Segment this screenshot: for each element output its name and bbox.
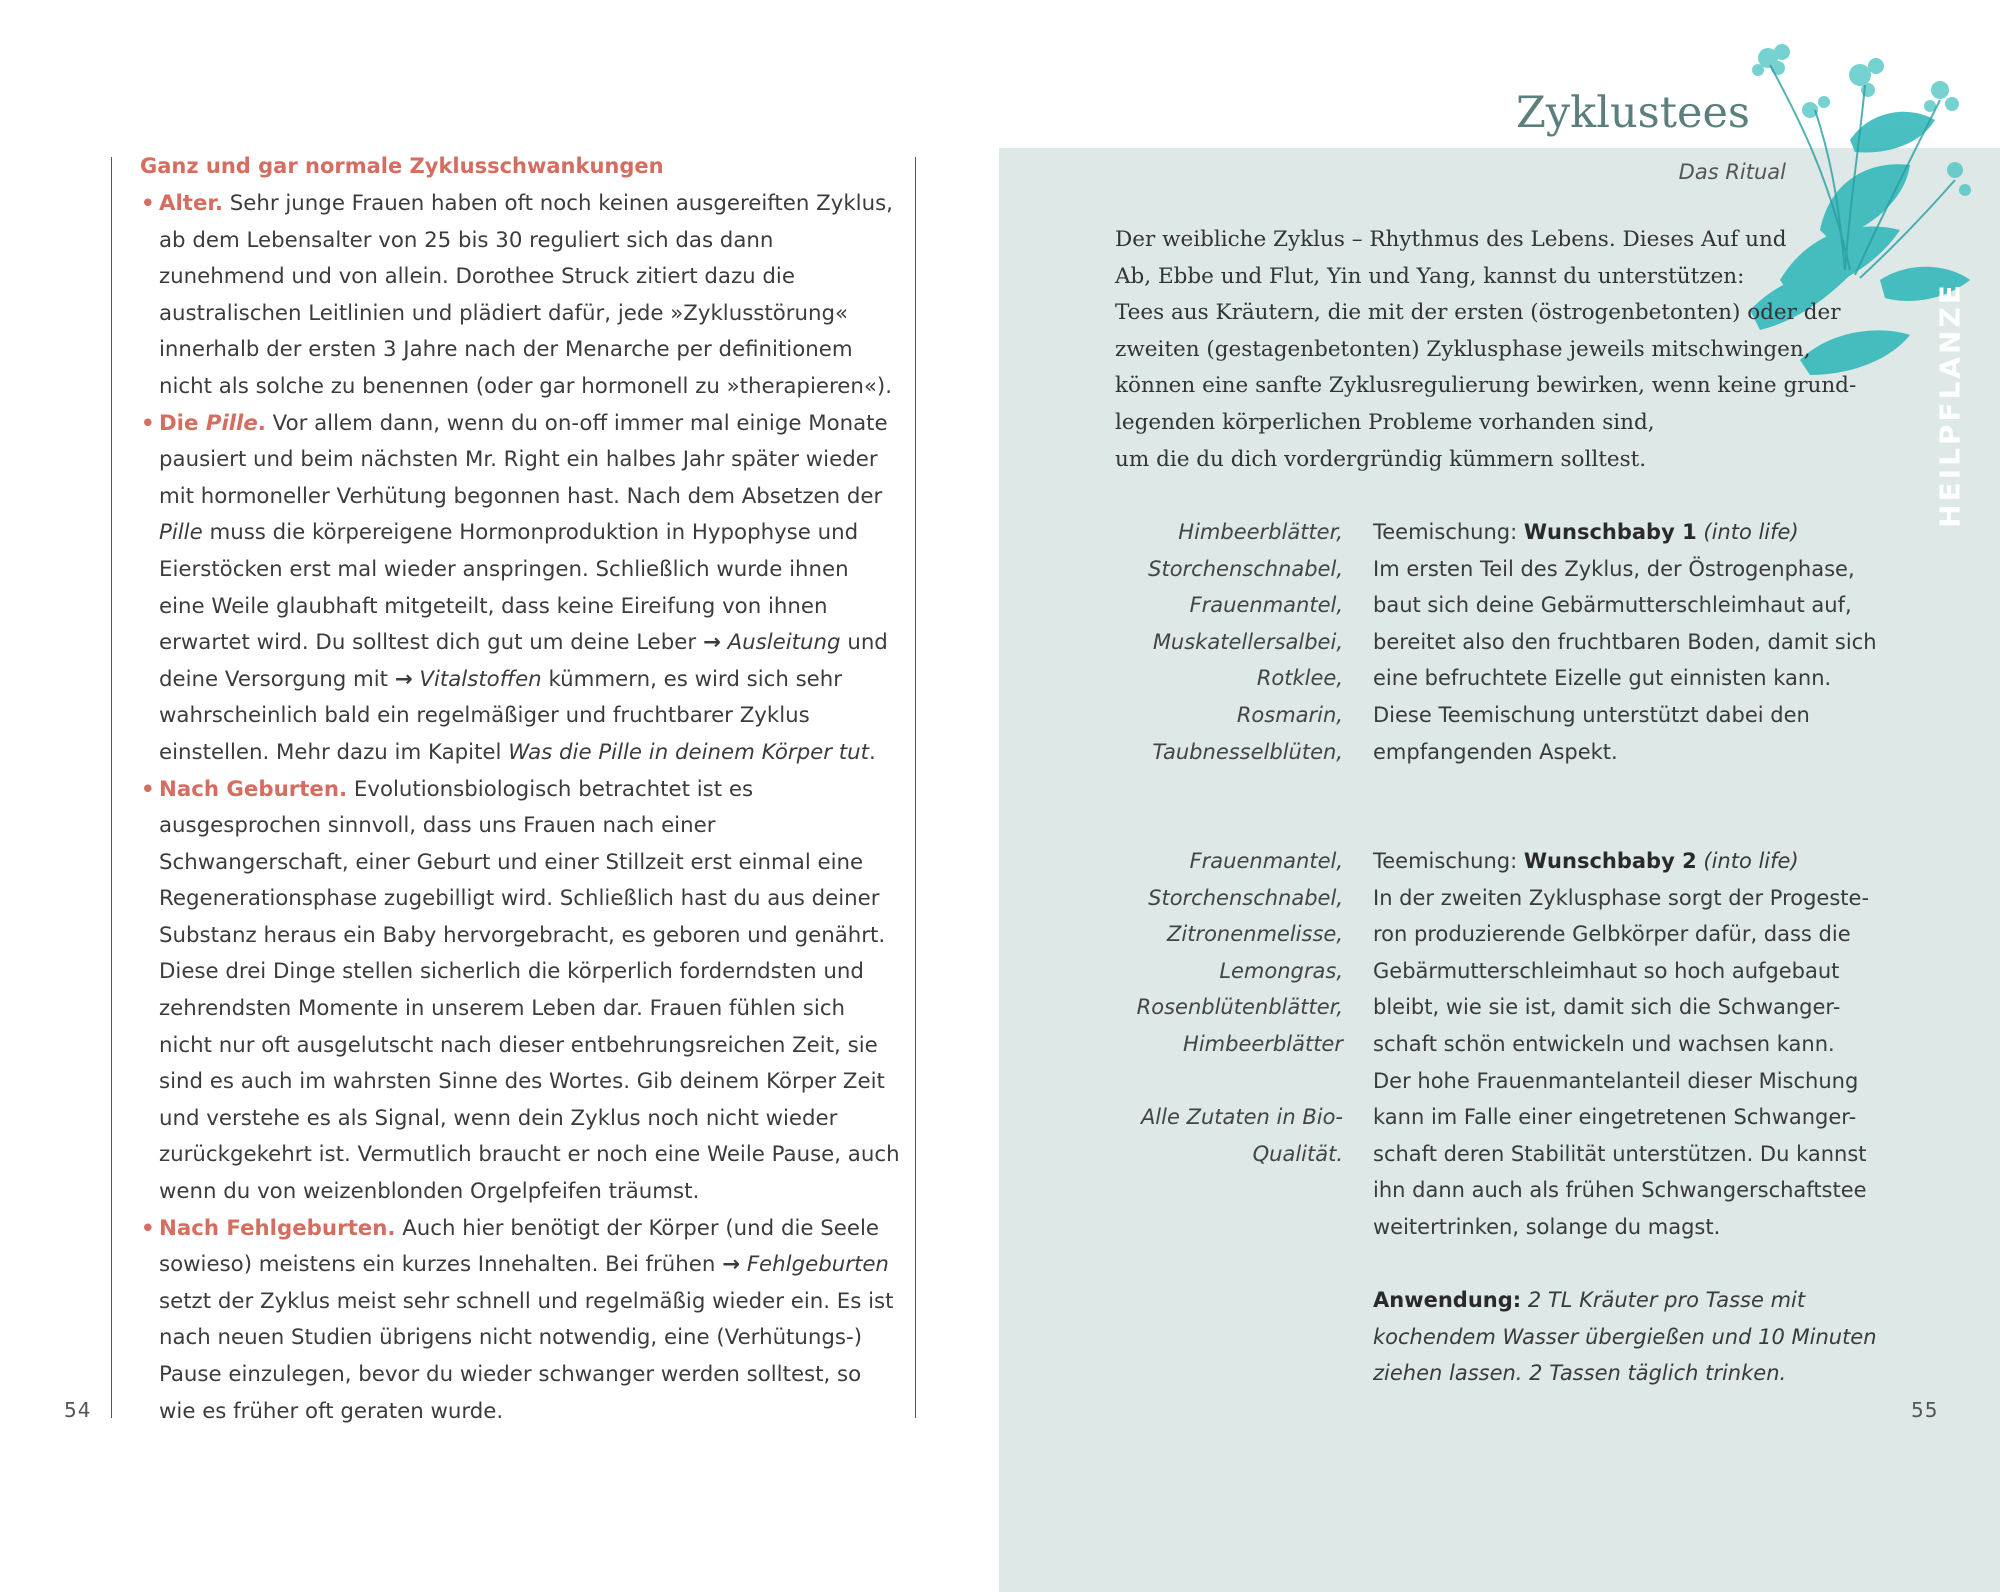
ingredient: Muskatellersalbei, xyxy=(1152,629,1343,654)
recipe-2 xyxy=(1373,843,1877,1392)
recipe-line: ron produzierende Gelbkörper dafür, dass die xyxy=(1373,922,1851,947)
usage-line: kochendem Wasser übergießen und 10 Minuten xyxy=(1373,1324,1877,1349)
recipe-line: In der zweiten Zyklusphase sorgt der Progeste- xyxy=(1373,885,1870,910)
recipe-line: Im ersten Teil des Zyklus, der Östrogenphase, xyxy=(1373,556,1855,581)
page-title: Zyklustees xyxy=(1516,88,1750,138)
intro-line: zweiten (gestagenbetonten) Zyklusphase jeweils mitschwingen, xyxy=(1115,336,1811,362)
recipe-name: Wunschbaby 2 xyxy=(1523,849,1697,873)
recipe-line: schaft schön entwickeln und wachsen kann. xyxy=(1373,1031,1835,1056)
bullet-lead xyxy=(159,411,266,436)
ingredient: Storchenschnabel, xyxy=(1148,556,1343,581)
section-heading: Ganz und gar normale Zyklusschwankungen xyxy=(140,154,664,178)
ingredient: Lemongras, xyxy=(1219,958,1343,983)
ingredient: Himbeerblätter xyxy=(1183,1031,1343,1056)
ingredient-list-2 xyxy=(1100,843,1343,1172)
recipe-line: Gebärmutterschleimhaut so hoch aufgebaut xyxy=(1373,958,1840,983)
recipe-line: kann im Falle einer eingetretenen Schwanger- xyxy=(1373,1105,1857,1130)
bullet-text: setzt der Zyklus meist sehr schnell und regelmäßig wieder ein. Es ist nach neuen Studien übrigens nicht notwendig, eine (Verhütungs-) Pause einzulegen, bevor du wieder schwanger werden solltest, so wie es früher oft geraten wurde. xyxy=(159,1288,894,1424)
recipe-line: bleibt, wie sie ist, damit sich die Schwanger- xyxy=(1373,995,1841,1020)
emphasis: Pille xyxy=(159,520,203,546)
recipe-line: eine befruchtete Eizelle gut einnisten kann. xyxy=(1373,666,1832,691)
recipe-line: Der hohe Frauenmantelanteil dieser Mischung xyxy=(1373,1068,1859,1093)
page-number-left: 54 xyxy=(64,1398,92,1422)
bullet-item xyxy=(140,772,900,1211)
bullet-lead-part: Die xyxy=(159,410,206,436)
intro-line: Ab, Ebbe und Flut, Yin und Yang, kannst du unterstützen: xyxy=(1115,263,1745,289)
recipe-line: empfangenden Aspekt. xyxy=(1373,739,1618,764)
recipe-line: Diese Teemischung unterstützt dabei den xyxy=(1373,702,1810,727)
usage-line xyxy=(1373,1282,1873,1319)
ingredient: Zitronenmelisse, xyxy=(1167,922,1343,947)
page-number-right: 55 xyxy=(1911,1398,1939,1422)
cross-reference-arrow-icon: → xyxy=(394,666,413,692)
bullet-text: muss die körpereigene Hormonproduktion in Hypophyse und Eierstöcken erst mal wieder anspringen. Schließlich wurde ihnen eine Weile glaubhaft mitgeteilt, dass keine Eireifung von ihnen erwartet wird. Du solltest dich gut um deine Leber xyxy=(159,520,859,656)
cross-reference-arrow-icon: → xyxy=(702,630,721,656)
usage-label: Anwendung: xyxy=(1373,1288,1522,1313)
intro-line: können eine sanfte Zyklusregulierung bewirken, wenn keine grund- xyxy=(1115,373,1857,399)
ingredient: Rosmarin, xyxy=(1236,702,1343,727)
ingredient: Storchenschnabel, xyxy=(1148,885,1343,910)
intro-line: um die du dich vordergründig kümmern solltest. xyxy=(1115,446,1647,472)
bullet-text: kümmern, es wird sich sehr wahrscheinlich bald ein regelmäßiger und fruchtbarer Zyklus einstellen. Mehr dazu im Kapitel xyxy=(159,666,843,765)
ingredient: Frauenmantel, xyxy=(1189,593,1343,618)
bullet-item xyxy=(140,406,900,772)
bullet-lead-part: Pille xyxy=(205,410,258,436)
bullet-item xyxy=(140,1211,900,1431)
cross-reference: Ausleitung xyxy=(727,630,841,656)
recipe-heading xyxy=(1373,514,1873,551)
recipe-label: Teemischung: xyxy=(1373,520,1524,544)
bullet-text: . xyxy=(868,739,876,765)
recipe-suffix: (into life) xyxy=(1696,849,1799,873)
ingredient: Frauenmantel, xyxy=(1189,849,1343,873)
bullet-text: Vor allem dann, wenn du on-off immer mal einige Monate pausiert und beim nächsten Mr. Right ein halbes Jahr später wieder mit hormoneller Verhütung begonnen hast. Nach dem Absetzen der xyxy=(159,410,888,509)
ingredient: Rotklee, xyxy=(1256,666,1343,691)
recipe-name: Wunschbaby 1 xyxy=(1523,520,1697,544)
cross-reference-arrow-icon: → xyxy=(722,1252,741,1278)
recipe-line: ihn dann auch als frühen Schwangerschaftstee xyxy=(1373,1178,1867,1203)
recipe-label: Teemischung: xyxy=(1373,849,1524,873)
left-column-rule xyxy=(915,157,916,1418)
chapter-reference: Was die Pille in deinem Körper tut xyxy=(508,739,869,765)
page-subtitle: Das Ritual xyxy=(1678,160,1786,184)
recipe-line: schaft deren Stabilität unterstützen. Du kannst xyxy=(1373,1141,1867,1166)
bullet-text: Auch hier benötigt der Körper (und die Seele sowieso) meistens ein kurzes Innehalten. Bei frühen xyxy=(159,1215,880,1278)
intro-paragraph xyxy=(1115,222,1857,478)
bullet-lead: Nach Fehlgeburten. xyxy=(159,1215,396,1241)
bullet-lead: Alter. xyxy=(159,191,223,216)
side-label: HEILPFLANZE xyxy=(1933,282,1967,528)
bullet-lead: Nach Geburten. xyxy=(159,776,348,802)
ingredient-note: Alle Zutaten in Bio- xyxy=(1140,1105,1343,1130)
recipe-1 xyxy=(1373,514,1877,770)
ingredient-spacer xyxy=(1100,1063,1343,1100)
bullet-item xyxy=(140,186,900,406)
ingredient-note: Qualität. xyxy=(1252,1141,1343,1166)
bullet-text: Evolutionsbiologisch betrachtet ist es ausgesprochen sinnvoll, dass uns Frauen nach einer Schwangerschaft, einer Geburt und einer Stillzeit erst einmal eine Regenerationsphase zugebilligt wird. Schließlich hast du aus deiner Substanz heraus ein Baby hervorgebracht, es geboren und genährt. Diese drei Dinge stellen sicherlich die körperlich forderndsten und zehrendsten Momente in unserem Leben dar. Frauen fühlen sich nicht nur oft ausgelutscht nach dieser entbehrungsreichen Zeit, sie sind es auch im wahrsten Sinne des Wortes. Gib deinem Körper Zeit und verstehe es als Signal, wenn dein Zyklus noch nicht wieder zurückgekehrt ist. Vermutlich braucht er noch eine Weile Pause, auch wenn du von weizenblonden Orgelpfeifen träumst. xyxy=(159,776,900,1205)
recipe-line: weitertrinken, solange du magst. xyxy=(1373,1214,1721,1239)
cross-reference: Vitalstoffen xyxy=(419,666,542,692)
usage-line: ziehen lassen. 2 Tassen täglich trinken. xyxy=(1373,1361,1787,1386)
recipe-spacer xyxy=(1373,1246,1873,1283)
intro-line: Tees aus Kräutern, die mit der ersten (östrogenbetonten) oder der xyxy=(1115,300,1841,326)
recipe-suffix: (into life) xyxy=(1696,520,1799,544)
recipe-line: baut sich deine Gebärmutterschleimhaut auf, xyxy=(1373,593,1852,618)
cross-reference: Fehlgeburten xyxy=(746,1252,889,1278)
left-margin-rule xyxy=(111,157,112,1418)
usage-text: 2 TL Kräuter pro Tasse mit xyxy=(1521,1288,1806,1313)
bullet-text: und deine Versorgung mit xyxy=(159,630,888,692)
ingredient: Taubnesselblüten, xyxy=(1152,739,1343,764)
side-tab xyxy=(1930,282,1970,528)
intro-line: legenden körperlichen Probleme vorhanden sind, xyxy=(1115,409,1655,435)
intro-line: Der weibliche Zyklus – Rhythmus des Lebens. Dieses Auf und xyxy=(1115,227,1787,252)
recipe-heading xyxy=(1373,843,1873,880)
recipe-line: bereitet also den fruchtbaren Boden, damit sich xyxy=(1373,629,1877,654)
ingredient: Himbeerblätter, xyxy=(1178,520,1343,544)
bullet-lead-part: . xyxy=(257,410,266,436)
ingredient: Rosenblütenblätter, xyxy=(1136,995,1343,1020)
ingredient-list-1 xyxy=(1100,514,1343,770)
bullet-text: Sehr junge Frauen haben oft noch keinen ausgereiften Zyklus, ab dem Lebensalter von 25 bis 30 reguliert sich das dann zunehmend und von allein. Dorothee Struck zitiert dazu die australischen Leitlinien und plädiert dafür, jede »Zyklusstörung« innerhalb der ersten 3 Jahre nach der Menarche per definitionem nicht als solche zu benennen (oder gar hormonell zu »therapieren«). xyxy=(159,191,893,399)
bullet-list xyxy=(140,186,900,1430)
